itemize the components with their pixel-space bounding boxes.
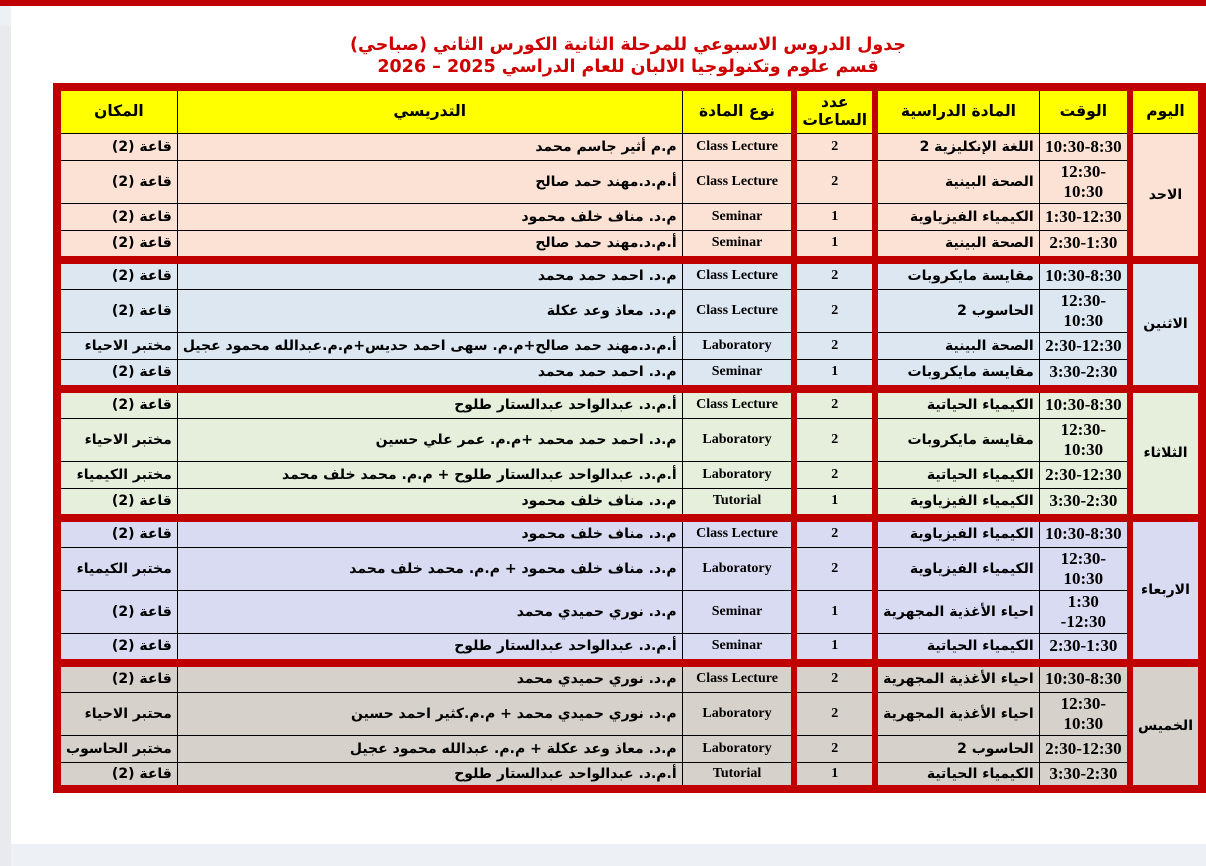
cell-teacher: م.د. مناف خلف محمود + م.م. محمد خلف محمد — [177, 547, 682, 590]
cell-type: Laboratory — [682, 547, 794, 590]
cell-teacher: م.د. معاذ وعد عكلة — [177, 289, 682, 332]
header-row — [57, 87, 1202, 133]
cell-hours: 2 — [794, 520, 875, 547]
cell-teacher: م.د. احمد حمد محمد — [177, 262, 682, 289]
cell-type: Laboratory — [682, 735, 794, 762]
cell-type: Class Lecture — [682, 391, 794, 418]
cell-subject: الصحة البينية — [875, 332, 1039, 359]
time-range: 3:30-2:30 — [1049, 491, 1118, 510]
schedule-table — [53, 83, 1206, 793]
table-row — [57, 735, 1202, 762]
cell-teacher: م.د. احمد حمد محمد +م.م. عمر علي حسين — [177, 418, 682, 461]
time-range: 12:30-10:30 — [1060, 419, 1106, 459]
cell-time — [1039, 692, 1130, 735]
cell-type: Tutorial — [682, 488, 794, 515]
time-range: 2:30-1:30 — [1049, 636, 1118, 655]
table-row — [57, 633, 1202, 660]
cell-place: محتبر الاحياء — [57, 692, 177, 735]
cell-time — [1039, 520, 1130, 547]
cell-place: قاعة (2) — [57, 488, 177, 515]
cell-time — [1039, 289, 1130, 332]
cell-teacher: أ.م.د. عبدالواحد عبدالستار طلوح — [177, 391, 682, 418]
cell-teacher: م.م أثير جاسم محمد — [177, 133, 682, 160]
cell-type: Class Lecture — [682, 262, 794, 289]
table-row — [57, 762, 1202, 789]
table-row — [57, 332, 1202, 359]
day-name-cell: الاثنين — [1130, 262, 1202, 386]
cell-hours: 2 — [794, 391, 875, 418]
cell-hours: 2 — [794, 418, 875, 461]
cell-teacher: م.د. نوري حميدي محمد — [177, 590, 682, 633]
cell-time — [1039, 762, 1130, 789]
cell-hours: 1 — [794, 590, 875, 633]
cell-subject: الكيمياء الفيزياوية — [875, 547, 1039, 590]
cell-subject: مقايسة مايكروبات — [875, 418, 1039, 461]
cell-place: مختبر الاحياء — [57, 418, 177, 461]
cell-place: قاعة (2) — [57, 160, 177, 203]
cell-subject: الكيمياء الحياتية — [875, 762, 1039, 789]
time-range: 2:30-12:30 — [1045, 335, 1122, 355]
cell-teacher: أ.م.د. عبدالواحد عبدالستار طلوح — [177, 633, 682, 660]
column-header-hours: عدد الساعات — [794, 87, 875, 133]
cell-place: قاعة (2) — [57, 665, 177, 692]
cell-type: Class Lecture — [682, 665, 794, 692]
table-row — [57, 262, 1202, 289]
cell-type: Seminar — [682, 590, 794, 633]
cell-subject: الكيمياء الحياتية — [875, 633, 1039, 660]
cell-subject: احياء الأغذية المجهرية — [875, 590, 1039, 633]
cell-hours: 2 — [794, 461, 875, 488]
cell-time — [1039, 633, 1130, 660]
column-header-type: نوع المادة — [682, 87, 794, 133]
time-range: 3:30-2:30 — [1049, 362, 1118, 381]
cell-time — [1039, 160, 1130, 203]
cell-time — [1039, 461, 1130, 488]
cell-hours: 1 — [794, 359, 875, 386]
cell-teacher: م.د. مناف خلف محمود — [177, 488, 682, 515]
table-row — [57, 418, 1202, 461]
cell-place: قاعة (2) — [57, 289, 177, 332]
cell-subject: الصحة البينية — [875, 230, 1039, 257]
cell-hours: 1 — [794, 633, 875, 660]
table-row — [57, 160, 1202, 203]
cell-hours: 2 — [794, 692, 875, 735]
time-range: 3:30-2:30 — [1049, 763, 1118, 783]
cell-teacher: م.د. مناف خلف محمود — [177, 520, 682, 547]
cell-type: Laboratory — [682, 461, 794, 488]
table-row — [57, 359, 1202, 386]
cell-type: Tutorial — [682, 762, 794, 789]
cell-subject: الكيمياء الفيزياوية — [875, 203, 1039, 230]
cell-time — [1039, 735, 1130, 762]
cell-hours: 2 — [794, 547, 875, 590]
cell-place: قاعة (2) — [57, 762, 177, 789]
cell-type: Class Lecture — [682, 133, 794, 160]
cell-subject: الحاسوب 2 — [875, 289, 1039, 332]
time-range: 12:30-10:30 — [1060, 290, 1106, 330]
table-row — [57, 692, 1202, 735]
time-range: 10:30-8:30 — [1045, 136, 1122, 156]
cell-subject: الكيمياء الفيزياوية — [875, 520, 1039, 547]
cell-place: قاعة (2) — [57, 590, 177, 633]
table-row — [57, 520, 1202, 547]
cell-subject: الكيمياء الحياتية — [875, 391, 1039, 418]
cell-time — [1039, 590, 1130, 633]
cell-time — [1039, 547, 1130, 590]
cell-type: Laboratory — [682, 692, 794, 735]
schedule-subtitle: قسم علوم وتكنولوجيا الالبان للعام الدراسي 2025 – 2026 — [377, 57, 879, 77]
cell-place: قاعة (2) — [57, 633, 177, 660]
cell-subject: الصحة البينية — [875, 160, 1039, 203]
cell-type: Laboratory — [682, 332, 794, 359]
cell-time — [1039, 332, 1130, 359]
cell-time — [1039, 230, 1130, 257]
document-page — [11, 6, 1206, 844]
cell-time — [1039, 391, 1130, 418]
time-range: 10:30-8:30 — [1045, 395, 1122, 414]
top-red-bar — [0, 0, 1206, 6]
time-range: 10:30-8:30 — [1045, 669, 1122, 688]
day-name-cell: الثلاثاء — [1130, 391, 1202, 515]
time-range: 12:30-10:30 — [1060, 548, 1106, 588]
cell-hours: 1 — [794, 203, 875, 230]
schedule-title: جدول الدروس الاسبوعي للمرحلة الثانية الكورس الثاني (صباحي) — [350, 35, 906, 55]
time-range: 2:30-12:30 — [1045, 738, 1122, 758]
cell-hours: 1 — [794, 488, 875, 515]
table-row — [57, 665, 1202, 692]
cell-teacher: أ.م.د.مهند حمد صالح+م.م. سهى احمد حديس+م.م.عبدالله محمود عجيل — [177, 332, 682, 359]
cell-type: Class Lecture — [682, 160, 794, 203]
table-row — [57, 230, 1202, 257]
time-range: 10:30-8:30 — [1045, 524, 1122, 543]
cell-place: قاعة (2) — [57, 359, 177, 386]
cell-time — [1039, 203, 1130, 230]
cell-time — [1039, 488, 1130, 515]
time-range: 1:30 -12:30 — [1060, 591, 1106, 631]
cell-subject: اللغة الإنكليزية 2 — [875, 133, 1039, 160]
cell-time — [1039, 133, 1130, 160]
cell-type: Seminar — [682, 633, 794, 660]
cell-hours: 1 — [794, 762, 875, 789]
cell-hours: 2 — [794, 160, 875, 203]
page-left-margin — [0, 26, 11, 866]
time-range: 12:30-10:30 — [1060, 161, 1106, 201]
cell-time — [1039, 359, 1130, 386]
cell-type: Laboratory — [682, 418, 794, 461]
day-name-cell: الاحد — [1130, 133, 1202, 257]
cell-time — [1039, 665, 1130, 692]
day-name-cell: الخميس — [1130, 665, 1202, 789]
table-row — [57, 590, 1202, 633]
cell-subject: احياء الأغذية المجهرية — [875, 692, 1039, 735]
table-body — [57, 133, 1202, 789]
cell-subject: مقايسة مايكروبات — [875, 262, 1039, 289]
cell-place: قاعة (2) — [57, 262, 177, 289]
cell-subject: الحاسوب 2 — [875, 735, 1039, 762]
column-header-subject: المادة الدراسية — [875, 87, 1039, 133]
cell-teacher: أ.م.د.مهند حمد صالح — [177, 230, 682, 257]
cell-teacher: أ.م.د. عبدالواحد عبدالستار طلوح — [177, 762, 682, 789]
cell-type: Seminar — [682, 359, 794, 386]
table-row — [57, 461, 1202, 488]
cell-place: قاعة (2) — [57, 230, 177, 257]
cell-time — [1039, 418, 1130, 461]
cell-place: مختبر الكيمياء — [57, 547, 177, 590]
column-header-time: الوقت — [1039, 87, 1130, 133]
table-row — [57, 289, 1202, 332]
time-range: 2:30-1:30 — [1049, 233, 1118, 252]
cell-place: قاعة (2) — [57, 391, 177, 418]
cell-teacher: م.د. نوري حميدي محمد + م.م.كثير احمد حسين — [177, 692, 682, 735]
cell-place: مختبر الاحياء — [57, 332, 177, 359]
cell-place: قاعة (2) — [57, 133, 177, 160]
cell-place: مختبر الحاسوب — [57, 735, 177, 762]
cell-hours: 1 — [794, 230, 875, 257]
cell-subject: احياء الأغذية المجهرية — [875, 665, 1039, 692]
time-range: 12:30-10:30 — [1060, 693, 1106, 733]
time-range: 1:30-12:30 — [1045, 206, 1122, 226]
time-range: 2:30-12:30 — [1045, 464, 1122, 484]
column-header-teacher: التدريسي — [177, 87, 682, 133]
cell-hours: 2 — [794, 332, 875, 359]
table-row — [57, 133, 1202, 160]
cell-subject: مقايسة مايكروبات — [875, 359, 1039, 386]
table-row — [57, 488, 1202, 515]
cell-teacher: م.د. احمد حمد محمد — [177, 359, 682, 386]
cell-place: قاعة (2) — [57, 203, 177, 230]
cell-teacher: م.د. معاذ وعد عكلة + م.م. عبدالله محمود عجيل — [177, 735, 682, 762]
time-range: 10:30-8:30 — [1045, 266, 1122, 285]
table-header — [57, 87, 1202, 133]
schedule-titles — [53, 34, 1203, 78]
cell-hours: 2 — [794, 665, 875, 692]
table-row — [57, 391, 1202, 418]
column-header-day: اليوم — [1130, 87, 1202, 133]
cell-type: Seminar — [682, 203, 794, 230]
cell-hours: 2 — [794, 289, 875, 332]
cell-type: Class Lecture — [682, 289, 794, 332]
cell-hours: 2 — [794, 735, 875, 762]
cell-place: مختبر الكيمياء — [57, 461, 177, 488]
cell-teacher: أ.م.د.مهند حمد صالح — [177, 160, 682, 203]
column-header-place: المكان — [57, 87, 177, 133]
cell-subject: الكيمياء الحياتية — [875, 461, 1039, 488]
cell-type: Seminar — [682, 230, 794, 257]
cell-subject: الكيمياء الفيزياوية — [875, 488, 1039, 515]
table-row — [57, 203, 1202, 230]
cell-teacher: م.د. مناف خلف محمود — [177, 203, 682, 230]
table-row — [57, 547, 1202, 590]
cell-type: Class Lecture — [682, 520, 794, 547]
cell-teacher: م.د. نوري حميدي محمد — [177, 665, 682, 692]
cell-hours: 2 — [794, 133, 875, 160]
cell-time — [1039, 262, 1130, 289]
cell-place: قاعة (2) — [57, 520, 177, 547]
day-name-cell: الاربعاء — [1130, 520, 1202, 660]
cell-hours: 2 — [794, 262, 875, 289]
cell-teacher: أ.م.د. عبدالواحد عبدالستار طلوح + م.م. محمد خلف محمد — [177, 461, 682, 488]
